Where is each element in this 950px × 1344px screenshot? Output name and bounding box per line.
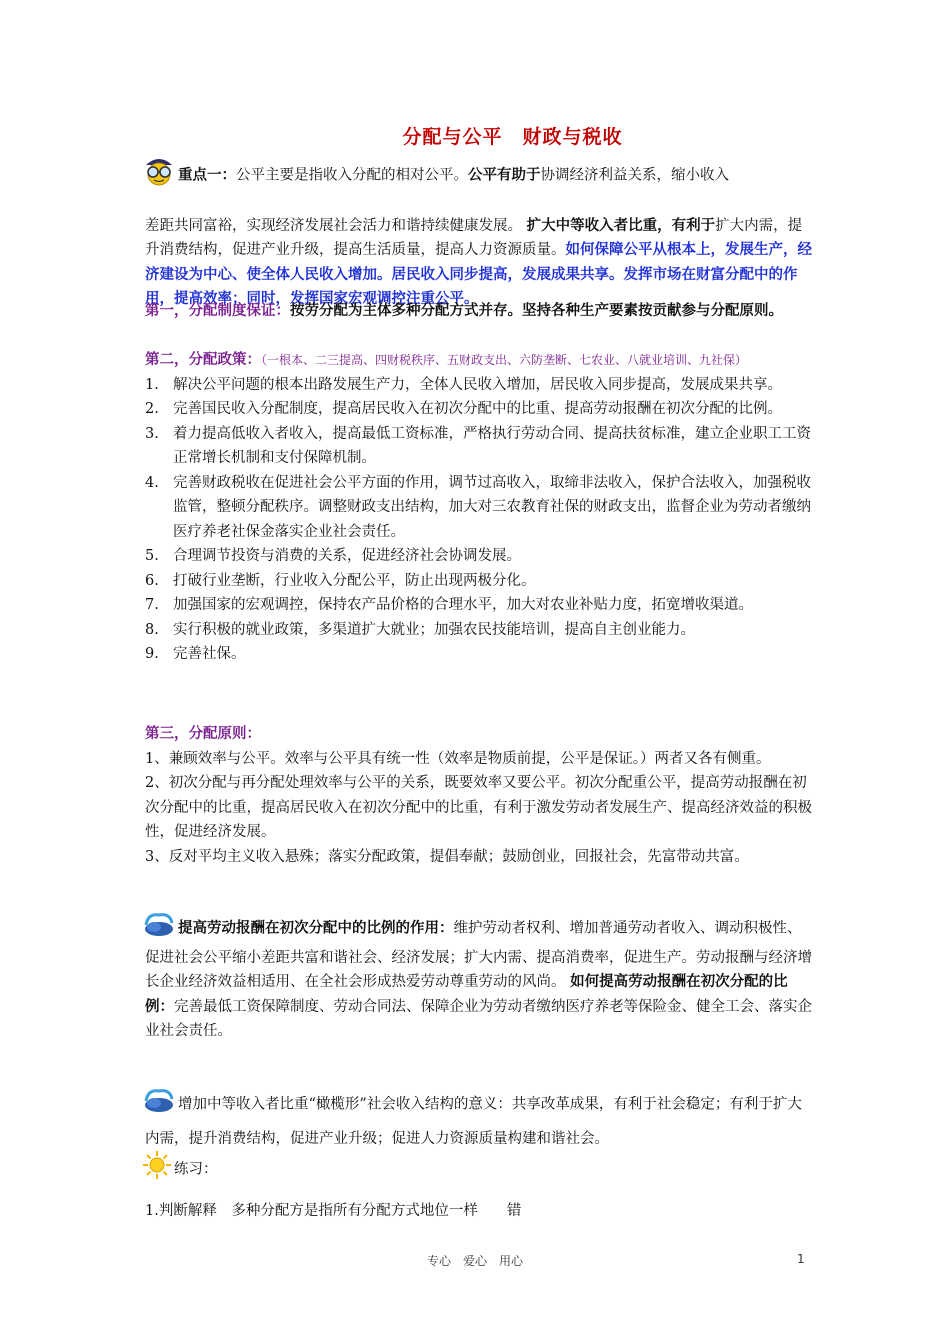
section-third (145, 722, 815, 869)
section-olive (145, 1087, 815, 1156)
kp1-text-3: 协调经济利益关系，缩小收入 (540, 167, 729, 184)
principle-item: 2、初次分配与再分配处理效率与公平的关系，既要效率又要公平。初次分配重公平，提高劳动报酬在初次分配中的比重，提高居民收入在初次分配中的比重，有利于激发劳动者发展生产、提高经济效益的积极性，促进经济发展。 (145, 775, 812, 840)
olive-structure-text: 增加中等收入者比重“橄榄形”社会收入结构的意义：共享改革成果，有利于社会稳定；有利于扩大内需，提升消费结构，促进产业升级；促进人力资源质量构建和谐社会。 (145, 1096, 802, 1147)
section-first (145, 299, 815, 324)
policy-item: 6. 打破行业垄断，行业收入分配公平，防止出现两极分化。 (145, 572, 536, 589)
kp1-text-1: 公平主要是指收入分配的相对公平。 (236, 167, 468, 184)
kp1-fairness-guarantee: 如何保障公平从根本上，发展生产，经济建设为中心、使全体人民收入增加。居民收入同步提高，发展成果共享。发挥市场在财富分配中的作用，提高效率；同时，发挥国家宏观调控注重公平。 (145, 241, 812, 307)
principle-item: 1、兼顾效率与公平。效率与公平具有统一性（效率是物质前提，公平是保证。）两者又各有侧重。 (145, 750, 771, 767)
first-text: 按劳分配为主体多种分配方式并存。坚持各种生产要素按贡献参与分配原则。 (290, 302, 783, 319)
exercise-label: 练习： (174, 1161, 218, 1178)
section-second (145, 348, 815, 667)
key-point-1 (145, 155, 815, 312)
labor-how-text: 完善最低工资保障制度、劳动合同法、保障企业为劳动者缴纳医疗养老等保险金、健全工会、落实企业社会责任。 (145, 998, 812, 1039)
sun-icon (142, 1150, 172, 1189)
kp1-text-4: 差距共同富裕，实现经济发展社会活力和谐持续健康发展。 (145, 217, 522, 234)
policy-item: 7. 加强国家的宏观调控，保持农产品价格的合理水平，加大对农业补贴力度，拓宽增收渠道。 (145, 597, 753, 613)
policy-item: 2. 完善国民收入分配制度，提高居民收入在初次分配中的比重、提高劳动报酬在初次分配的比例。 (145, 401, 782, 417)
policy-item: 9. 完善社保。 (145, 646, 246, 662)
third-label: 第三，分配原则： (145, 725, 261, 742)
glasses-face-icon (142, 155, 176, 196)
kp1-text-2: 公平有助于 (468, 166, 541, 184)
section-exercise (145, 1150, 815, 1223)
labor-effect-text: 维护劳动者权利、增加普通劳动者收入、调动积极性、促进社会公平缩小差距共富和谐社会、经济发展；扩大内需、提高消费率，促进生产。劳动报酬与经济增长企业经济效益相适用、在全社会形成热爱劳动尊重劳动的风尚。 (145, 920, 812, 990)
document-title: 分配与公平 财政与税收 (402, 126, 623, 148)
policy-item: 4. 完善财政税收在促进社会公平方面的作用，调节过高收入，取缔非法收入，保护合法收入，加强税收监管，整顿分配秩序。调整财政支出结构，加大对三农教育社保的财政支出，监督企业为劳动者缴纳医疗养老社保金落实企业社会责任。 (145, 474, 811, 540)
policy-item: 3. 着力提高低收入者收入，提高最低工资标准，严格执行劳动合同、提高扶贫标准，建立企业职工工资正常增长机制和支付保障机制。 (145, 425, 811, 466)
cloud-icon (142, 1087, 176, 1122)
footer-text: 专心 爱心 用心 (426, 1254, 523, 1268)
exercise-question-1: 1.判断解释 多种分配方是指所有分配方式地位一样 错 (145, 1202, 522, 1219)
labor-effect-label: 提高劳动报酬在初次分配中的比例的作用： (178, 919, 454, 937)
section-labor (145, 911, 815, 1044)
principle-item: 3、反对平均主义收入悬殊；落实分配政策，提倡奉献；鼓励创业，回报社会，先富带动共富。 (145, 848, 749, 865)
second-label: 第二，分配政策： (145, 351, 261, 368)
key-point-label: 重点一： (178, 166, 236, 184)
first-label: 第一，分配制度保证： (145, 302, 290, 319)
second-note: （一根本、二三提高、四财税秩序、五财政支出、六防垄断、七农业、八就业培训、九社保） (261, 353, 748, 367)
kp1-text-6: 扩大内需，提升消费结构，促进产业升级，提高生活质量，提高人力资源质量。 (145, 217, 803, 258)
labor-how-label: 如何提高劳动报酬在初次分配的比例： (145, 973, 788, 1015)
cloud-icon (142, 911, 176, 946)
policy-item: 8. 实行积极的就业政策，多渠道扩大就业；加强农民技能培训，提高自主创业能力。 (145, 621, 695, 638)
kp1-text-5: 扩大中等收入者比重，有利于 (526, 216, 716, 234)
policy-item: 5. 合理调节投资与消费的关系，促进经济社会协调发展。 (145, 548, 521, 564)
policy-item: 1. 解决公平问题的根本出路发展生产力，全体人民收入增加，居民收入同步提高，发展成果共享。 (145, 376, 782, 393)
page-number: 1 (797, 1252, 805, 1266)
